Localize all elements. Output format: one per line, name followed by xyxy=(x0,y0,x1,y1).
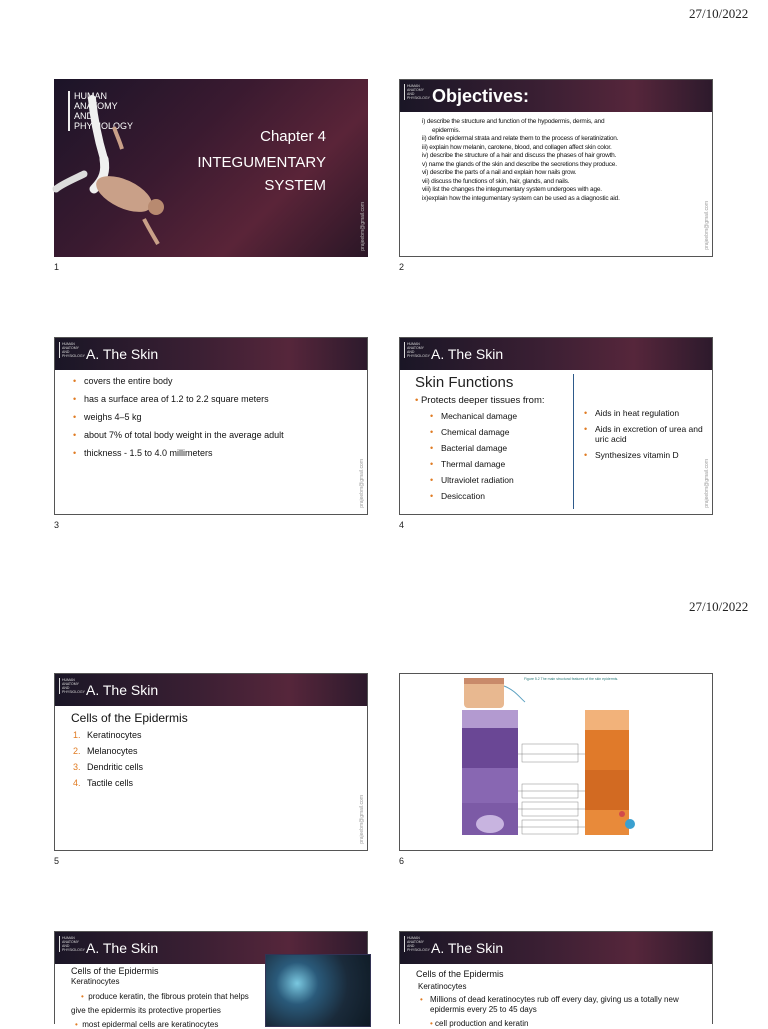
slide-title: A. The Skin xyxy=(431,346,504,362)
slide-number: 1 xyxy=(54,262,60,272)
skin-diagram xyxy=(400,674,712,850)
slide-7 xyxy=(54,931,368,1029)
logo: HUMAN ANATOMY AND PHYSIOLOGY xyxy=(59,678,84,694)
slide-number: 2 xyxy=(399,262,405,272)
subtitle: Cells of the Epidermis xyxy=(71,711,188,725)
slide-3 xyxy=(54,337,368,515)
bullet-text: • cell production and keratin xyxy=(430,1019,529,1028)
logo: HUMAN ANATOMY AND PHYSIOLOGY xyxy=(404,84,429,100)
subheading: Keratinocytes xyxy=(418,982,467,991)
logo: HUMAN ANATOMY AND PHYSIOLOGY xyxy=(404,342,429,358)
title-band xyxy=(55,338,367,370)
bullet-text: • most epidermal cells are keratinocytes xyxy=(75,1020,219,1029)
slide-title: A. The Skin xyxy=(86,940,159,956)
email-watermark: prajeebm@gmail.com xyxy=(360,202,366,251)
chapter-label: Chapter 4 xyxy=(260,128,326,145)
bullet-text: has a surface area of 1.2 to 2.2 square meters xyxy=(84,394,269,404)
bullet-text: weighs 4–5 kg xyxy=(84,412,142,422)
bullet-text: • produce keratin, the fibrous protein that helps xyxy=(81,992,249,1001)
heading: Cells of the Epidermis xyxy=(71,966,159,976)
logo: HUMAN ANATOMY AND PHYSIOLOGY xyxy=(59,936,84,952)
subheading: Keratinocytes xyxy=(71,977,120,986)
slide-title: A. The Skin xyxy=(86,682,159,698)
damage-list: • Mechanical damage • Chemical damage • Bacterial damage • Thermal damage • Ultraviolet radiation • Desiccation xyxy=(430,411,518,501)
lead-bullet: • Protects deeper tissues from: xyxy=(415,395,545,406)
slide-5 xyxy=(54,673,368,851)
title-band xyxy=(55,674,367,706)
slide-title: A. The Skin xyxy=(431,940,504,956)
slide-title: Objectives: xyxy=(432,86,530,106)
chapter-title: INTEGUMENTARY SYSTEM xyxy=(197,154,326,194)
cell-list: 1. Keratinocytes 2. Melanocytes 3. Dendritic cells 4. Tactile cells xyxy=(73,730,144,788)
slide-number: 6 xyxy=(399,856,405,866)
email-watermark: prajeebm@gmail.com xyxy=(359,459,365,508)
title-band xyxy=(400,80,712,112)
subtitle: Skin Functions xyxy=(415,374,514,391)
gymnast-image xyxy=(54,79,184,257)
email-watermark: prajeebm@gmail.com xyxy=(704,201,710,250)
slide-6 xyxy=(399,673,713,851)
bullet-list: • covers the entire body • has a surface area of 1.2 to 2.2 square meters • weighs 4–5 kg • about 7% of total body weight in the average adult • thickness - 1.5 to 4.0 millimeters xyxy=(73,376,284,458)
logo: HUMAN ANATOMY AND PHYSIOLOGY xyxy=(59,342,84,358)
title-band xyxy=(400,338,712,370)
functions-list: • Aids in heat regulation • Aids in excretion of urea and uric acid • Synthesizes vitamin D xyxy=(584,408,703,460)
email-watermark: prajeebm@gmail.com xyxy=(359,795,365,844)
heading: Cells of the Epidermis xyxy=(416,969,504,979)
bullet-text: • Millions of dead keratinocytes rub off every day, giving us a totally new epidermis every 25 to 45 days xyxy=(420,995,679,1014)
email-watermark: prajeebm@gmail.com xyxy=(704,459,710,508)
bullet-text: give the epidermis its protective properties xyxy=(71,1006,221,1015)
page-date: 27/10/2022 xyxy=(689,599,749,614)
page-date: 27/10/2022 xyxy=(689,6,749,21)
logo: HUMAN ANATOMY AND PHYSIOLOGY xyxy=(68,91,133,131)
slide-2 xyxy=(399,79,713,257)
column-divider xyxy=(573,374,574,509)
slide-title: A. The Skin xyxy=(86,346,159,362)
slide-1 xyxy=(54,79,368,257)
slide-number: 4 xyxy=(399,520,405,530)
figure-caption: Figure 5.2 The main structural features of the skin epidermis. xyxy=(524,677,619,681)
objectives-list: i) describe the structure and function of the hypodermis, dermis, and epidermis. ii) define epidermal strata and relate them to the process of keratinization. iii) explain how melanin, carotene, blood, and collagen affect skin color. iv) describe the structure of a hair and discuss the phases of hair growth. v) name the glands of the skin and describe the secretions they produce. vi) describe the parts of a nail and explain how nails grow. vii) discuss the functions of skin, hair, glands, and nails. viii) list the changes the integumentary system undergoes with age. ix)explain how the integumentary system can be used as a diagnostic aid. xyxy=(422,118,620,202)
slide-8 xyxy=(399,931,713,1028)
logo: HUMAN ANATOMY AND PHYSIOLOGY xyxy=(404,936,429,952)
slide-number: 3 xyxy=(54,520,60,530)
bullet-text: about 7% of total body weight in the average adult xyxy=(84,430,284,440)
bullet-text: covers the entire body xyxy=(84,376,173,386)
title-band xyxy=(400,932,712,964)
bullet-text: thickness - 1.5 to 4.0 millimeters xyxy=(84,448,213,458)
slide-number: 5 xyxy=(54,856,60,866)
slide-4 xyxy=(399,337,713,515)
cell-image xyxy=(265,954,371,1027)
